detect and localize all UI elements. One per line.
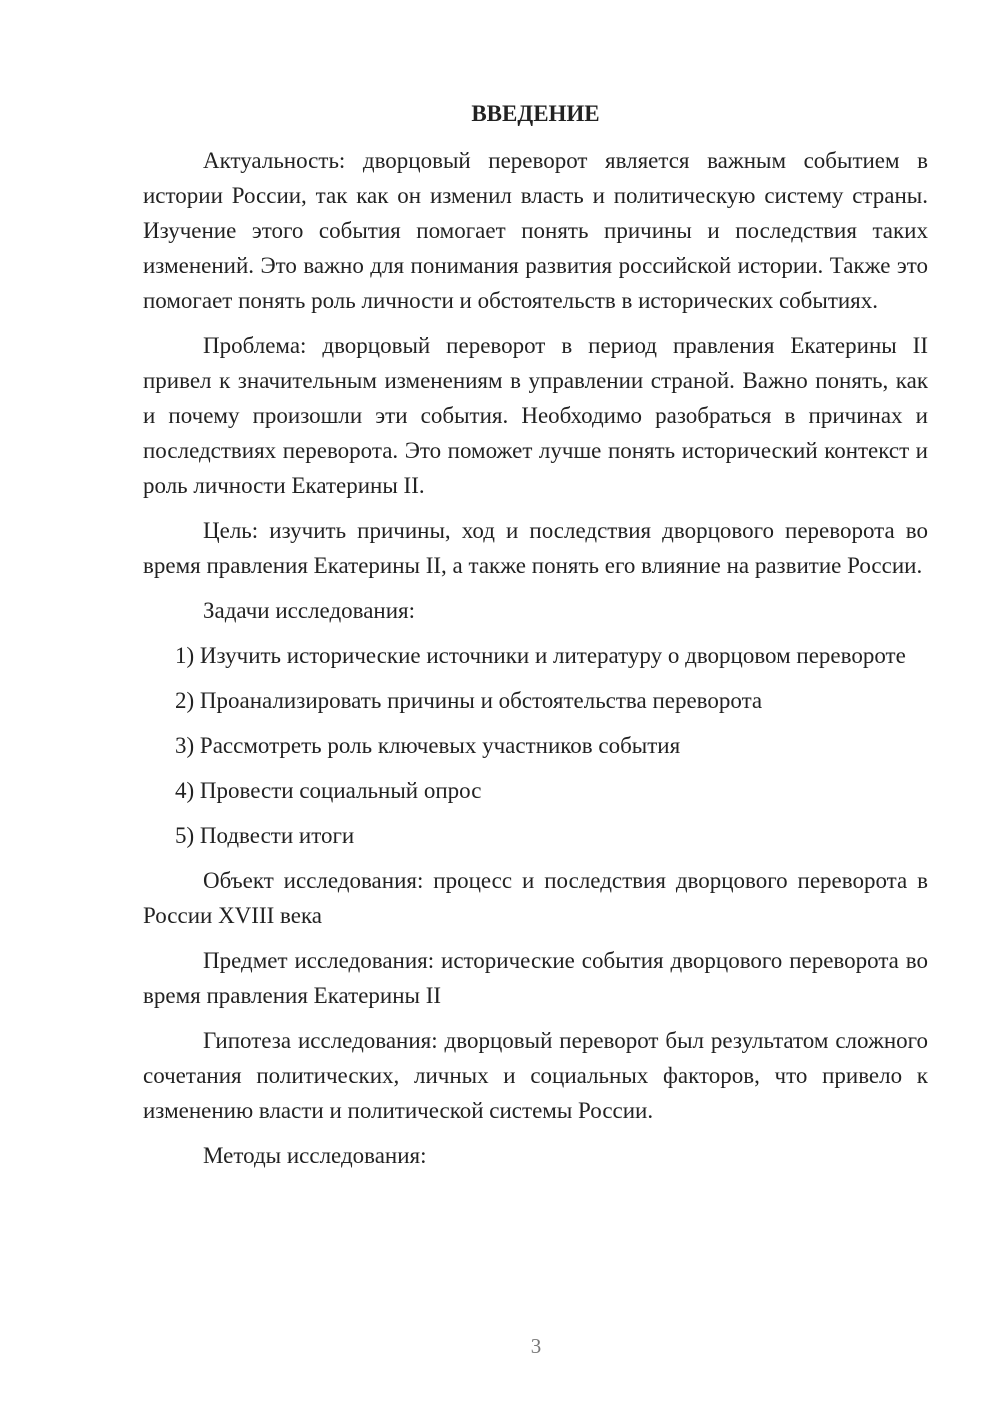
task-item-1: 1) Изучить исторические источники и литературу о дворцовом перевороте bbox=[175, 643, 906, 668]
object-paragraph: Объект исследования: процесс и последствия дворцового переворота в России XVIII века bbox=[143, 868, 928, 928]
document-page bbox=[143, 96, 928, 1183]
task-item-3: 3) Рассмотреть роль ключевых участников события bbox=[175, 733, 681, 758]
methods-label: Методы исследования: bbox=[203, 1143, 427, 1168]
tasks-list bbox=[143, 638, 928, 853]
task-item-2: 2) Проанализировать причины и обстоятельства переворота bbox=[175, 688, 763, 713]
section-heading: ВВЕДЕНИЕ bbox=[471, 101, 600, 126]
goal-paragraph: Цель: изучить причины, ход и последствия дворцового переворота во время правления Екатерины II, а также понять его влияние на развитие России. bbox=[143, 518, 928, 578]
tasks-label: Задачи исследования: bbox=[203, 598, 416, 623]
task-item-4: 4) Провести социальный опрос bbox=[175, 778, 482, 803]
page-number: 3 bbox=[530, 1334, 542, 1358]
relevance-paragraph: Актуальность: дворцовый переворот является важным событием в истории России, так как он изменил власть и политическую систему страны. Изучение этого события помогает понять причины и последствия таких изменений. Это важно для понимания развития российской истории. Также это помогает понять роль личности и обстоятельств в исторических событиях. bbox=[143, 148, 928, 313]
subject-paragraph: Предмет исследования: исторические события дворцового переворота во время правления Екатерины II bbox=[143, 948, 928, 1008]
problem-paragraph: Проблема: дворцовый переворот в период правления Екатерины II привел к значительным изменениям в управлении страной. Важно понять, как и почему произошли эти события. Необходимо разобраться в причинах и последствиях переворота. Это поможет лучше понять исторический контекст и роль личности Екатерины II. bbox=[143, 333, 928, 498]
task-item-5: 5) Подвести итоги bbox=[175, 823, 355, 848]
hypothesis-paragraph: Гипотеза исследования: дворцовый переворот был результатом сложного сочетания политических, личных и социальных факторов, что привело к изменению власти и политической системы России. bbox=[143, 1028, 928, 1123]
